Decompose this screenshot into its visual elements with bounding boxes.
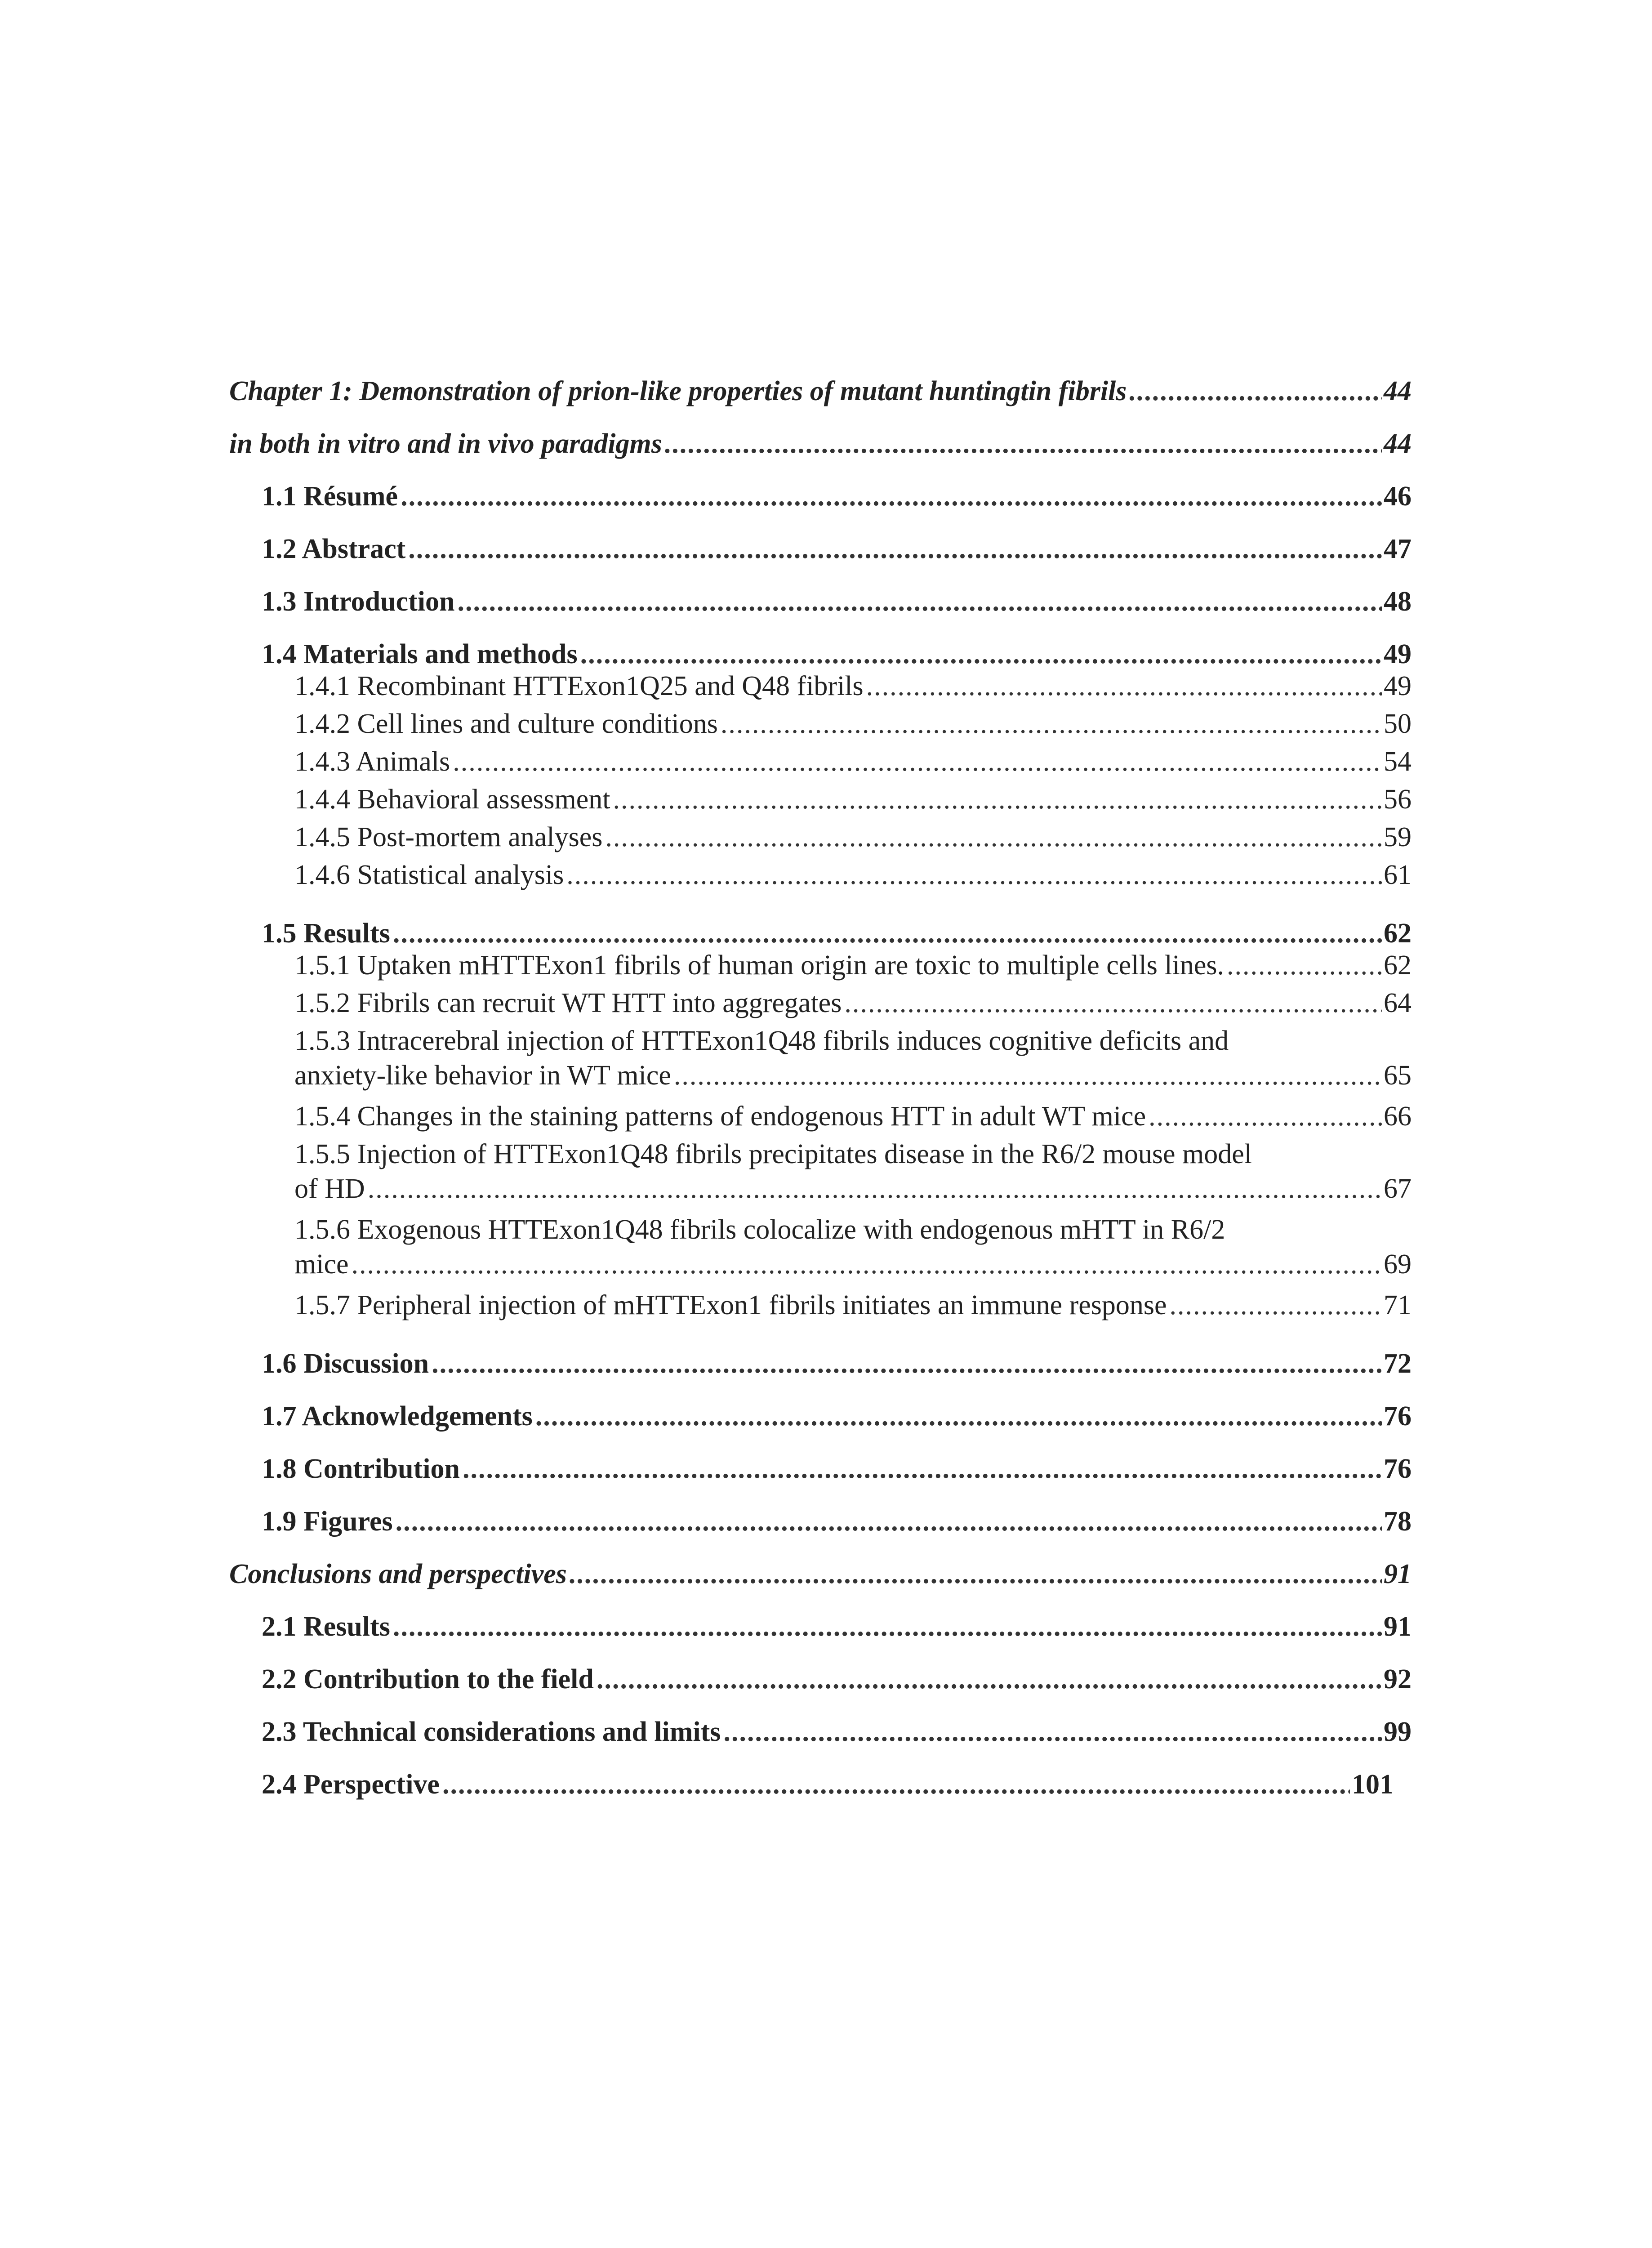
leader-dots [665, 418, 1382, 470]
toc-entry-1-4-6[interactable] [229, 856, 1412, 894]
leader-dots [721, 705, 1382, 743]
toc-entry-label: 1.5.4 Changes in the staining patterns of endogenous HTT in adult WT mice [294, 1101, 1146, 1132]
toc-entry-page: 78 [1384, 1506, 1412, 1537]
toc-entry-2-3[interactable] [229, 1706, 1412, 1758]
toc-entry-1-3[interactable] [229, 575, 1412, 628]
toc-entry-label: 1.4.3 Animals [294, 746, 450, 777]
toc-entry-1-5-7[interactable] [229, 1286, 1412, 1324]
leader-dots [368, 1173, 1382, 1205]
toc-entry-page: 47 [1384, 534, 1412, 564]
leader-dots [844, 984, 1382, 1022]
toc-entry-label: 1.5.7 Peripheral injection of mHTTExon1 fibrils initiates an immune response [294, 1290, 1167, 1320]
toc-entry-page: 72 [1384, 1348, 1412, 1379]
leader-dots [458, 575, 1382, 628]
leader-dots [1170, 1286, 1382, 1324]
toc-entry-page: 91 [1384, 1611, 1412, 1642]
toc-entry-label: 2.2 Contribution to the field [262, 1664, 594, 1695]
leader-dots [866, 667, 1382, 705]
leader-dots [566, 856, 1382, 894]
toc-entry-1-5-2[interactable] [229, 984, 1412, 1022]
toc-entry-page: 76 [1384, 1401, 1412, 1432]
toc-entry-1-5-1[interactable] [229, 946, 1412, 984]
toc-entry-1-8[interactable] [229, 1443, 1412, 1495]
toc-entry-page: 49 [1384, 639, 1412, 669]
leader-dots [401, 470, 1382, 523]
toc-entry-1-5-6[interactable] [229, 1211, 1412, 1286]
leader-dots [396, 1495, 1382, 1548]
leader-dots [432, 1338, 1382, 1390]
toc-entry-page: 69 [1384, 1249, 1412, 1280]
toc-entry-label: 1.3 Introduction [262, 586, 455, 617]
toc-entry-page: 56 [1384, 784, 1412, 815]
toc-entry-page: 50 [1384, 709, 1412, 739]
toc-entry-chapter-1[interactable] [229, 365, 1412, 418]
toc-entry-page: 92 [1384, 1664, 1412, 1695]
toc-entry-page: 91 [1384, 1559, 1412, 1589]
toc-entry-label-line2: of HD [294, 1173, 365, 1204]
toc-entry-page: 66 [1384, 1101, 1412, 1132]
toc-entry-page: 76 [1384, 1454, 1412, 1484]
toc-entry-label: 1.6 Discussion [262, 1348, 429, 1379]
toc-entry-page: 54 [1384, 746, 1412, 777]
toc-entry-2-4[interactable] [229, 1758, 1394, 1811]
toc-entry-label-line1: 1.5.3 Intracerebral injection of HTTExon1Q48 fibrils induces cognitive deficits and [294, 1026, 1229, 1056]
toc-entry-page: 101 [1352, 1769, 1394, 1800]
toc-entry-page: 71 [1384, 1290, 1412, 1320]
toc-entry-page: 49 [1384, 671, 1412, 701]
toc-entry-label-line2: mice [294, 1249, 349, 1280]
toc-entry-label: 2.1 Results [262, 1611, 390, 1642]
table-of-contents [229, 365, 1412, 1811]
toc-entry-1-4-2[interactable] [229, 705, 1412, 743]
toc-entry-page: 48 [1384, 586, 1412, 617]
toc-entry-label: 1.2 Abstract [262, 534, 406, 564]
toc-entry-1-5-4[interactable] [229, 1097, 1412, 1135]
toc-entry-1-4-3[interactable] [229, 743, 1412, 781]
leader-dots [453, 743, 1382, 781]
toc-entry-1-7[interactable] [229, 1390, 1412, 1443]
toc-entry-label: 1.5.1 Uptaken mHTTExon1 fibrils of human origin are toxic to multiple cells lines. [294, 950, 1224, 981]
toc-entry-page: 61 [1384, 860, 1412, 890]
toc-entry-page: 62 [1384, 950, 1412, 981]
toc-entry-1-5-5[interactable] [229, 1135, 1412, 1211]
leader-dots [352, 1249, 1382, 1280]
leader-dots [535, 1390, 1382, 1443]
toc-entry-label: 1.7 Acknowledgements [262, 1401, 533, 1432]
toc-entry-page: 59 [1384, 822, 1412, 852]
leader-dots [442, 1758, 1350, 1811]
toc-entry-label: 1.4 Materials and methods [262, 639, 578, 669]
toc-entry-1-1[interactable] [229, 470, 1412, 523]
leader-dots [1227, 946, 1382, 984]
toc-entry-1-6[interactable] [229, 1338, 1412, 1390]
toc-entry-label: Conclusions and perspectives [229, 1559, 567, 1589]
toc-entry-label: 1.8 Contribution [262, 1454, 460, 1484]
toc-entry-page: 44 [1384, 376, 1412, 406]
toc-entry-page: 62 [1384, 918, 1412, 949]
toc-entry-label: 2.3 Technical considerations and limits [262, 1717, 721, 1747]
toc-entry-1-4-5[interactable] [229, 818, 1412, 856]
toc-entry-page: 46 [1384, 481, 1412, 512]
toc-entry-label: 1.5.2 Fibrils can recruit WT HTT into aggregates [294, 988, 842, 1018]
toc-entry-page: 64 [1384, 988, 1412, 1018]
leader-dots [605, 818, 1382, 856]
leader-dots [408, 523, 1382, 575]
toc-entry-label: Chapter 1: Demonstration of prion-like properties of mutant huntingtin fibrils [229, 376, 1127, 406]
toc-entry-1-4-4[interactable] [229, 781, 1412, 818]
toc-entry-label: 1.4.6 Statistical analysis [294, 860, 564, 890]
toc-entry-label: 1.5 Results [262, 918, 390, 949]
toc-entry-label-line1: 1.5.6 Exogenous HTTExon1Q48 fibrils colocalize with endogenous mHTT in R6/2 [294, 1214, 1225, 1245]
leader-dots [1129, 365, 1382, 418]
leader-dots [597, 1653, 1382, 1706]
toc-entry-page: 44 [1384, 428, 1412, 459]
toc-entry-1-9[interactable] [229, 1495, 1412, 1548]
leader-dots [463, 1443, 1382, 1495]
leader-dots [723, 1706, 1382, 1758]
toc-entry-conclusions[interactable] [229, 1548, 1412, 1601]
leader-dots [1149, 1097, 1382, 1135]
toc-entry-label: in both in vitro and in vivo paradigms [229, 428, 662, 459]
toc-entry-label: 1.4.5 Post-mortem analyses [294, 822, 603, 852]
toc-entry-label: 1.1 Résumé [262, 481, 398, 512]
toc-entry-1-5-3[interactable] [229, 1022, 1412, 1097]
toc-entry-label: 2.4 Perspective [262, 1769, 440, 1800]
toc-entry-label: 1.9 Figures [262, 1506, 393, 1537]
toc-entry-page: 65 [1384, 1060, 1412, 1091]
toc-entry-2-1[interactable] [229, 1601, 1412, 1653]
toc-entry-page: 99 [1384, 1717, 1412, 1747]
toc-entry-label-line2: anxiety-like behavior in WT mice [294, 1060, 671, 1091]
toc-entry-1-2[interactable] [229, 523, 1412, 575]
toc-entry-page: 67 [1384, 1173, 1412, 1204]
toc-entry-label: 1.4.2 Cell lines and culture conditions [294, 709, 718, 739]
leader-dots [674, 1060, 1382, 1092]
toc-entry-2-2[interactable] [229, 1653, 1412, 1706]
toc-entry-label: 1.4.4 Behavioral assessment [294, 784, 610, 815]
leader-dots [613, 781, 1382, 818]
leader-dots [570, 1548, 1382, 1601]
leader-dots [393, 1601, 1382, 1653]
toc-entry-label: 1.4.1 Recombinant HTTExon1Q25 and Q48 fibrils [294, 671, 864, 701]
toc-entry-chapter-1-cont[interactable] [229, 418, 1412, 470]
toc-entry-label-line1: 1.5.5 Injection of HTTExon1Q48 fibrils precipitates disease in the R6/2 mouse model [294, 1139, 1252, 1169]
toc-entry-1-4-1[interactable] [229, 667, 1412, 705]
